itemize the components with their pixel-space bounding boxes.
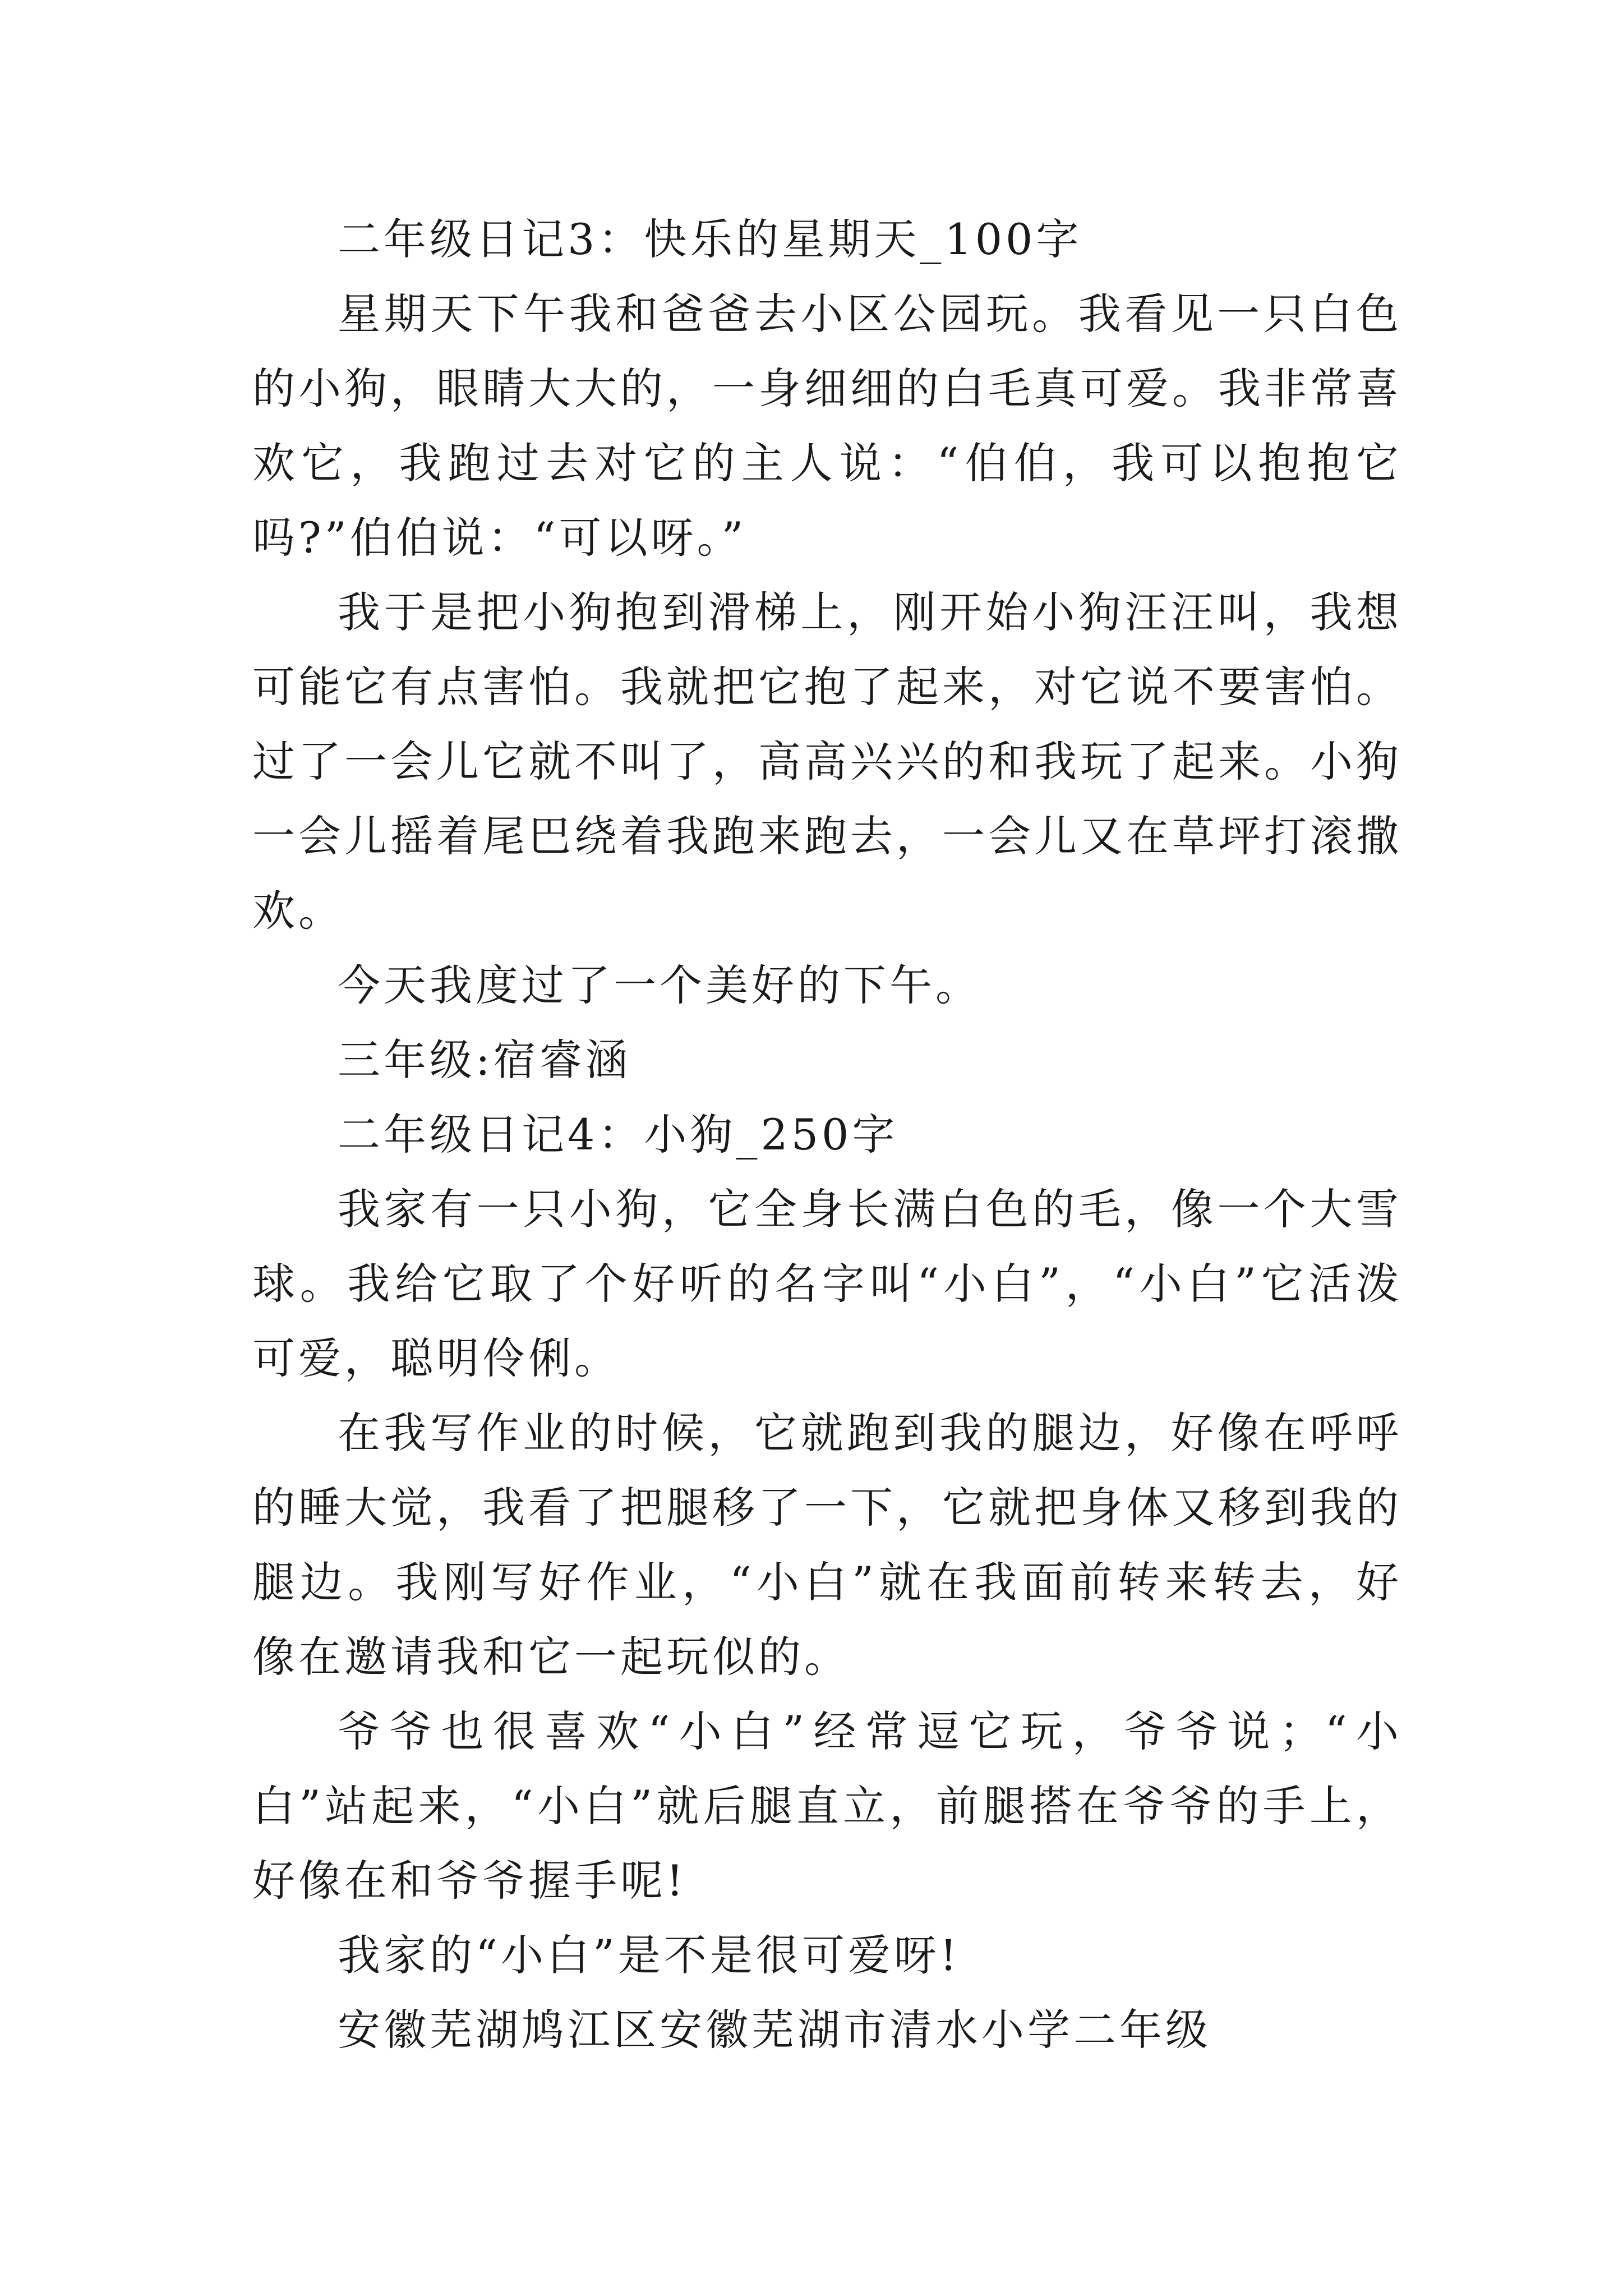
diary-4-paragraph-1: 我家有一只小狗，它全身长满白色的毛，像一个大雪球。我给它取了个好听的名字叫“小白”，“小白”它活泼可爱，聪明伶俐。 bbox=[252, 1184, 1402, 1383]
diary-3-paragraph-1: 星期天下午我和爸爸去小区公园玩。我看见一只白色的小狗，眼睛大大的，一身细细的白毛真可爱。我非常喜欢它，我跑过去对它的主人说：“伯伯，我可以抱抱它吗?”伯伯说：“可以呀。” bbox=[252, 289, 1402, 563]
diary-3-title: 二年级日记3：快乐的星期天_100字 bbox=[338, 214, 1082, 264]
diary-3-paragraph-3: 今天我度过了一个美好的下午。 bbox=[338, 960, 981, 1010]
diary-4-paragraph-3: 爷爷也很喜欢“小白”经常逗它玩，爷爷说；“小白”站起来，“小白”就后腿直立，前腿搭在爷爷的手上，好像在和爷爷握手呢! bbox=[252, 1706, 1402, 1906]
diary-3-paragraph-2: 我于是把小狗抱到滑梯上，刚开始小狗汪汪叫，我想可能它有点害怕。我就把它抱了起来，对它说不要害怕。过了一会儿它就不叫了，高高兴兴的和我玩了起来。小狗一会儿摇着尾巴绕着我跑来跑去，一会儿又在草坪打滚撒欢。 bbox=[252, 587, 1402, 936]
diary-4-paragraph-2: 在我写作业的时候，它就跑到我的腿边，好像在呼呼的睡大觉，我看了把腿移了一下，它就把身体又移到我的腿边。我刚写好作业，“小白”就在我面前转来转去，好像在邀请我和它一起玩似的。 bbox=[252, 1408, 1402, 1682]
diary-3-author: 三年级:宿睿涵 bbox=[338, 1035, 631, 1085]
document-body bbox=[252, 202, 1402, 2067]
diary-4-author: 安徽芜湖鸠江区安徽芜湖市清水小学二年级 bbox=[338, 2005, 1211, 2055]
diary-4-title: 二年级日记4：小狗_250字 bbox=[338, 1110, 898, 1159]
diary-4-paragraph-4: 我家的“小白”是不是很可爱呀! bbox=[338, 1930, 961, 1980]
